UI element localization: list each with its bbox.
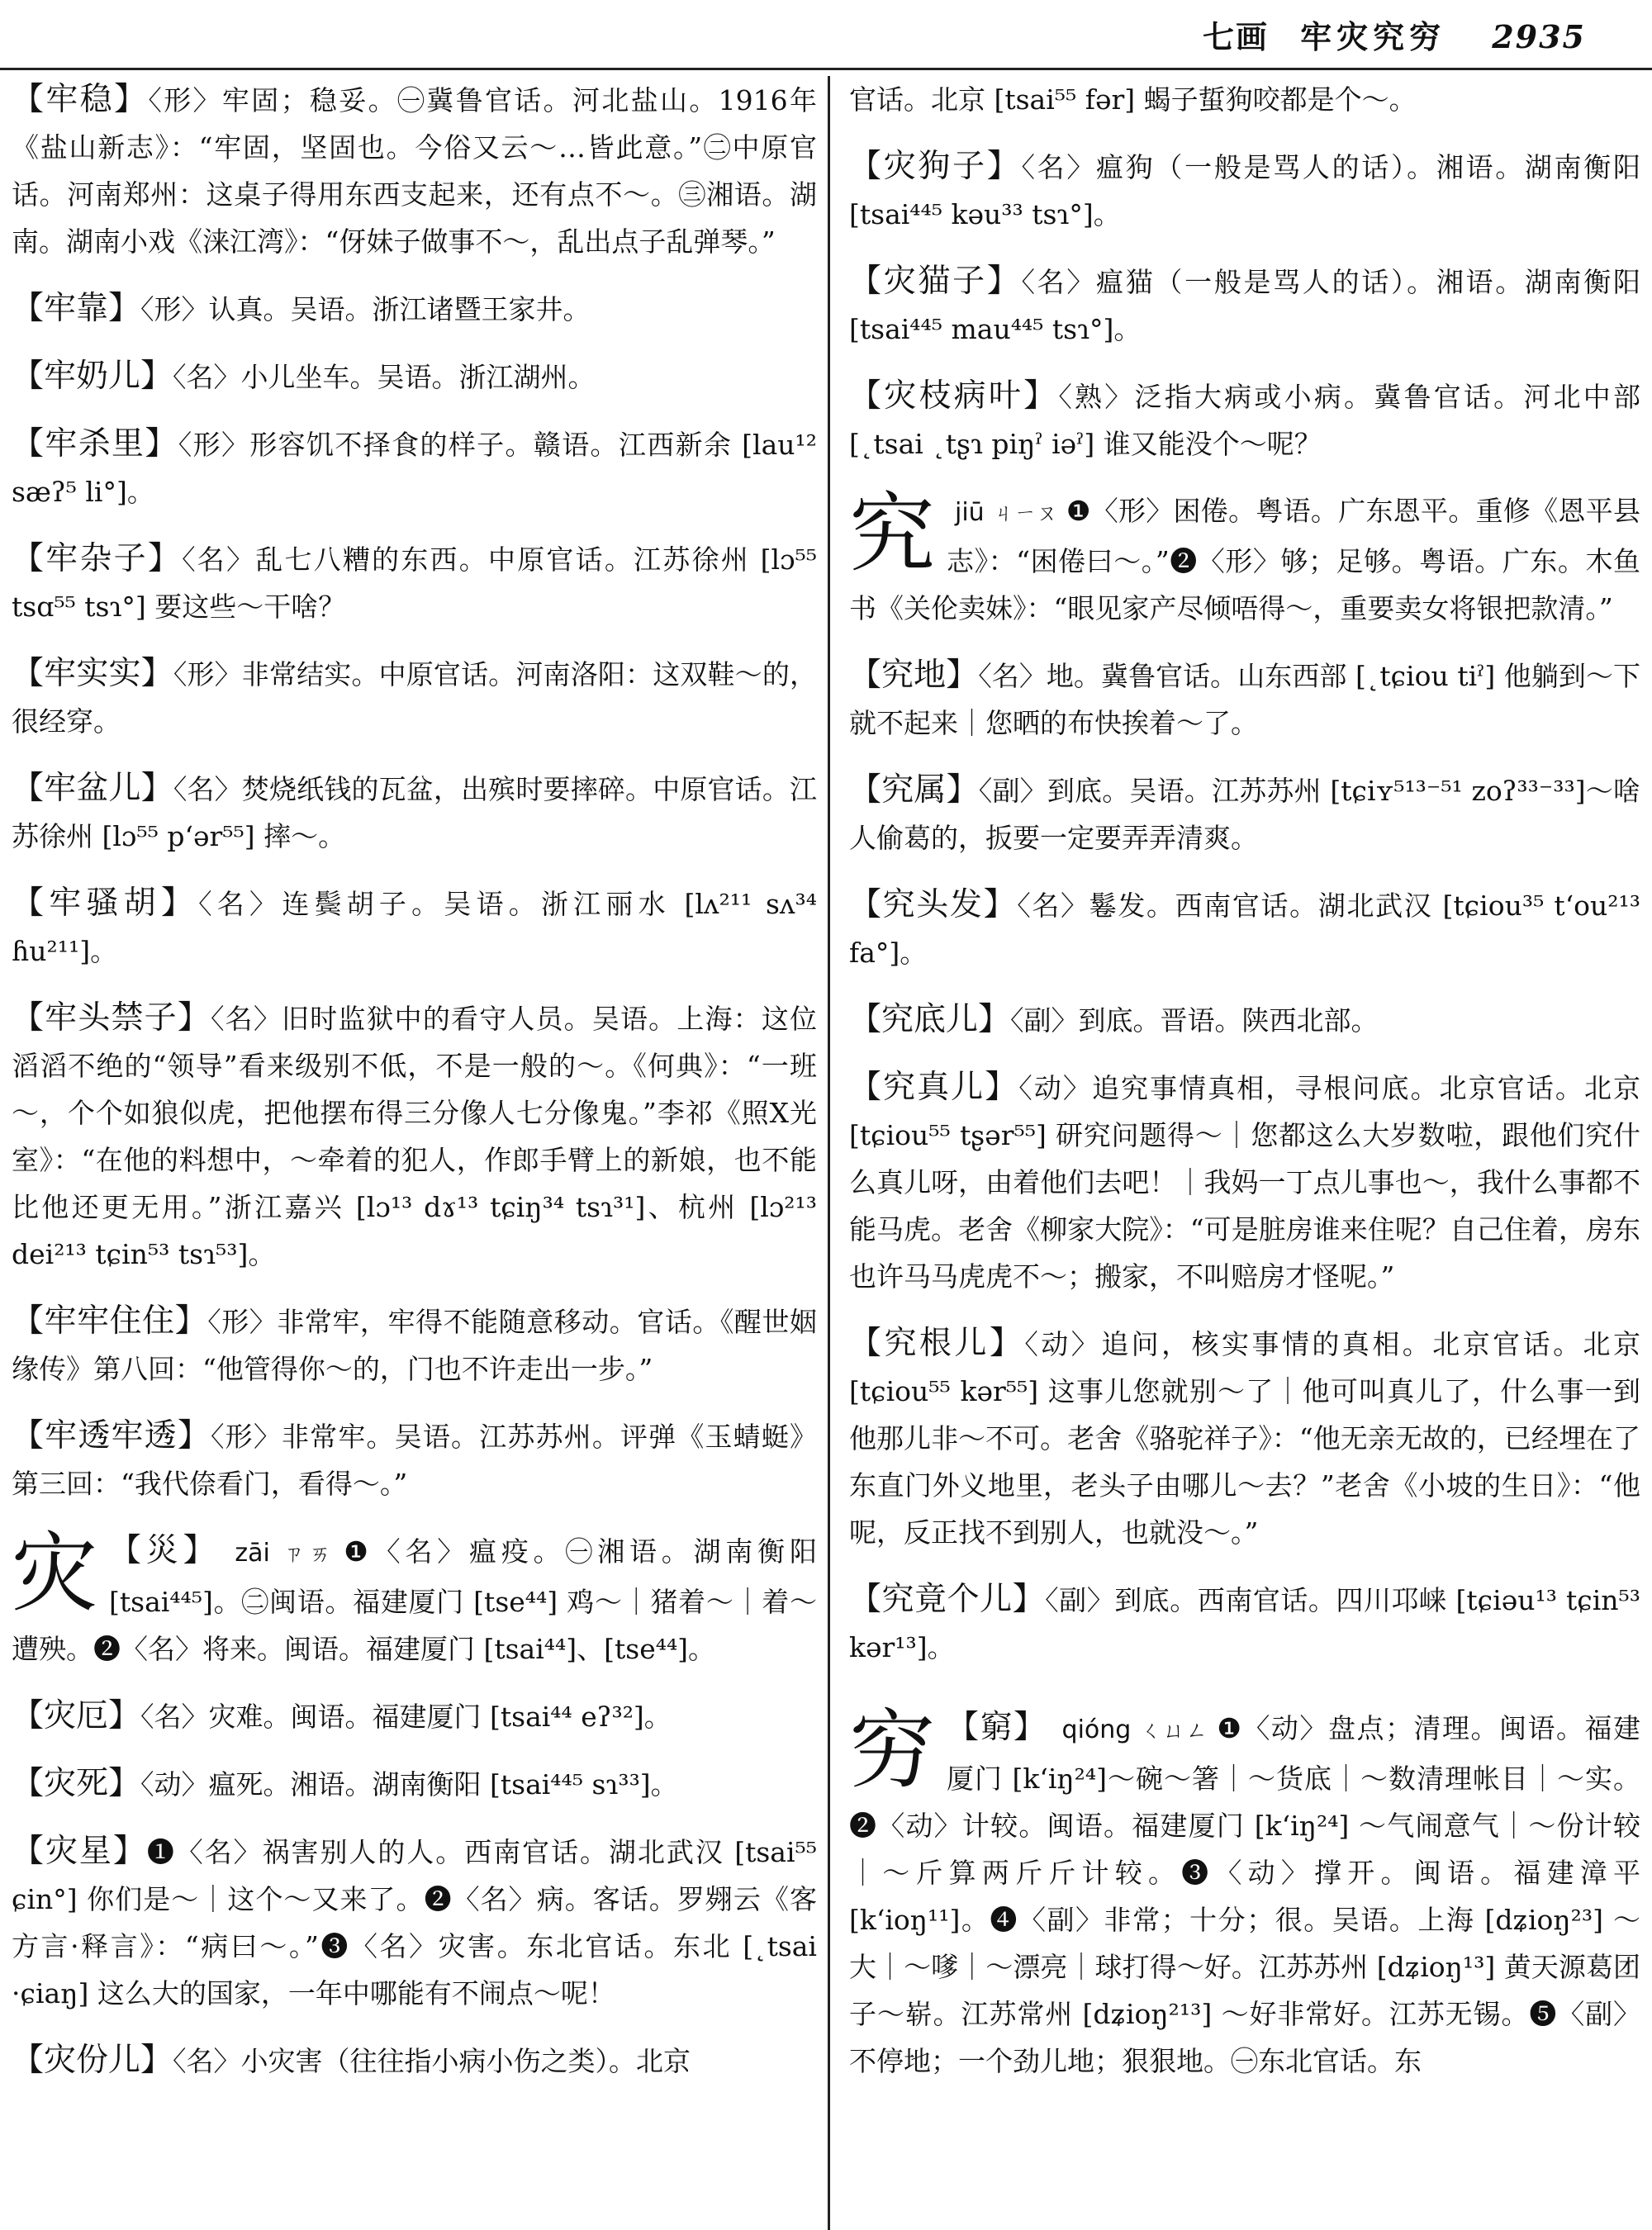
main-character: 究 [849, 483, 936, 584]
headword: 【牢杀里】 [12, 425, 178, 463]
entry [12, 765, 817, 860]
definition: 瘟狗（一般是骂人的话）。湘语。湖南衡阳 [tsai⁴⁴⁵ kəu³³ tsɿ°]。 [849, 151, 1640, 230]
headword: 【牢奶儿】 [12, 358, 173, 395]
definition: 焚烧纸钱的瓦盆，出殡时要摔碎。中原官话。江苏徐州 [lɔ⁵⁵ p‘ər⁵⁵] 摔～。 [12, 773, 817, 852]
part-of-speech: 〈副〉 [978, 775, 1047, 807]
entry [849, 652, 1640, 747]
entry [12, 285, 817, 333]
headword: 【究竟个儿】 [849, 1581, 1046, 1618]
headword: 【牢透牢透】 [12, 1417, 211, 1454]
part-of-speech: 〈形〉 [211, 1421, 282, 1453]
part-of-speech: 〈名〉 [173, 361, 241, 393]
headword: 【灾狗子】 [849, 148, 1022, 185]
part-of-speech: 〈副〉 [1045, 1584, 1115, 1616]
part-of-speech: 〈熟〉 [1058, 381, 1135, 413]
entry [12, 1412, 817, 1507]
definition: ❶〈动〉盘点；清理。闽语。福建厦门 [k‘iŋ²⁴]～碗～箸｜～货底｜～数清理帐目｜～实。❷〈动〉计较。闽语。福建厦门 [k‘iŋ²⁴] ～气闹意气｜～份计较｜～斤算两斤斤计较。❸〈动〉撑开。闽语。福建漳平 [k‘ioŋ¹¹]。❹〈副〉非常；十分；很。吴语。上海 [dʑioŋ²³] ～大｜～嗲｜～漂亮｜球打得～好。江苏苏州 [dʑioŋ¹³] 黄天源葛团子～崭。江苏常州 [dʑioŋ²¹³] ～好非常好。江苏无锡。❺〈副〉不停地；一个劲儿地；狠狠地。㊀东北官话。东 [849, 1712, 1640, 2077]
stroke-section: 七画 [1203, 18, 1270, 55]
part-of-speech: 〈名〉 [173, 773, 242, 805]
definition: 追问，核实事情的真相。北京官话。北京 [tɕiou⁵⁵ kər⁵⁵] 这事儿您就别～了｜他可叫真儿了，什么事一到他那儿非～不可。老舍《骆驼祥子》：“他无亲无故的，已经埋在了东直门外义地里，老头子由哪儿～去？”老舍《小坡的生日》：“他呢，反正找不到别人，也就没～。” [849, 1328, 1641, 1549]
definition: 到底。吴语。江苏苏州 [tɕiʏ⁵¹³⁻⁵¹ zoʔ³³⁻³³]～啥人偷葛的，扳要一定要弄弄清爽。 [849, 775, 1640, 854]
headword: 【灾枝病叶】 [849, 377, 1059, 415]
headword: 【究头发】 [849, 886, 1018, 923]
entry [12, 1760, 817, 1808]
part-of-speech: 〈名〉 [140, 1701, 209, 1733]
headword: 【牢杂子】 [12, 540, 183, 577]
definition: 鬈发。西南官话。湖北武汉 [tɕiou³⁵ t‘ou²¹³ fa°]。 [849, 890, 1640, 969]
definition: 到底。晋语。陕西北部。 [1078, 1004, 1379, 1037]
entry [12, 650, 817, 745]
pinyin: jiū [955, 498, 985, 527]
traditional-form: 【災】 [109, 1532, 221, 1569]
definition: 瘟猫（一般是骂人的话）。湘语。湖南衡阳 [tsai⁴⁴⁵ mau⁴⁴⁵ tsɿ°]。 [849, 266, 1640, 345]
running-header [843, 12, 1586, 61]
definition: 小灾害（往往指小病小伤之类）。北京 [240, 2045, 691, 2077]
definition: 泛指大病或小病。冀鲁官话。河北中部 [˛tsai ˛tʂɿ piŋˀ iəˀ] 谁又能没个～呢？ [849, 381, 1641, 460]
definition: 旧时监狱中的看守人员。吴语。上海：这位滔滔不绝的“领导”看来级别不低，不是一般的～。《何典》：“一班～，个个如狼似虎，把他摆布得三分像人七分像鬼。”李祁《照X光室》：“在他的料想中，～牵着的犯人，作郎手臂上的新娘，也不能比他还更无用。”浙江嘉兴 [lɔ¹³ dɤ¹³ tɕiŋ³⁴ tsɿ³¹]、杭州 [lɔ²¹³ dei²¹³ tɕin⁵³ tsɿ⁵³]。 [12, 1003, 817, 1270]
headword: 【究真儿】 [849, 1069, 1019, 1106]
header-rule [0, 68, 1652, 70]
part-of-speech: 〈动〉 [1024, 1328, 1102, 1360]
part-of-speech: 〈形〉 [148, 84, 222, 116]
definition: 地。冀鲁官话。山东西部 [˛tɕiou tiˀ] 他躺到～下就不起来｜您晒的布快挨着～了。 [849, 660, 1640, 739]
entry [849, 1320, 1640, 1556]
part-of-speech: 〈副〉 [1010, 1004, 1079, 1037]
entry [12, 535, 817, 630]
part-of-speech: 〈名〉 [1017, 890, 1089, 922]
character-entry [849, 483, 1640, 632]
part-of-speech: 〈名〉 [978, 660, 1047, 692]
zhuyin: ㄐㄧㄡ [992, 501, 1058, 526]
page-number: 2935 [1492, 18, 1586, 55]
pinyin: qióng [1061, 1715, 1132, 1744]
headword: 【灾死】 [12, 1765, 141, 1802]
headword: 【究根儿】 [849, 1325, 1025, 1362]
definition: ❶〈名〉祸害别人的人。西南官话。湖北武汉 [tsai⁵⁵ ɕin°] 你们是～｜这个～又来了。❷〈名〉病。客话。罗翙云《客方言·释言》：“病曰～。”❸〈名〉灾害。东北官话。东北 [˛tsai ·ɕiaŋ] 这么大的国家，一年中哪能有不闹点～呢！ [12, 1836, 817, 2009]
definition: ❶〈名〉瘟疫。㊀湘语。湖南衡阳 [tsai⁴⁴⁵]。㊁闽语。福建厦门 [tse⁴⁴] 鸡～｜猪着～｜着～遭殃。❷〈名〉将来。闽语。福建厦门 [tsai⁴⁴]、[tse⁴⁴]。 [12, 1535, 817, 1665]
headword: 【灾猫子】 [849, 263, 1022, 300]
part-of-speech: 〈形〉 [140, 293, 209, 325]
entry [12, 76, 817, 265]
entry [849, 1064, 1640, 1300]
part-of-speech: 〈名〉 [198, 888, 282, 920]
zhuyin: ㄗㄞ [278, 1542, 336, 1567]
part-of-speech: 〈形〉 [173, 658, 242, 690]
definition: ❶〈形〉困倦。粤语。广东恩平。重修《恩平县志》：“困倦曰～。”❷〈形〉够；足够。粤语。广东。木鱼书《关伦卖妹》：“眼见家产尽倾唔得～，重要卖女将银把款清。” [849, 495, 1640, 624]
definition: 到底。西南官话。四川邛崃 [tɕiəu¹³ tɕin⁵³ kər¹³]。 [849, 1584, 1640, 1663]
headword: 【牢盆儿】 [12, 770, 173, 807]
entry [12, 1828, 817, 2017]
right-column [849, 76, 1640, 2104]
main-character: 灾 [12, 1523, 98, 1624]
character-entry [12, 1523, 817, 1672]
zhuyin: ㄑㄩㄥ [1139, 1719, 1209, 1744]
entry [12, 1692, 817, 1740]
pinyin: zāi [235, 1539, 270, 1568]
entry [849, 1576, 1640, 1671]
continued-definition: 官话。北京 [tsai⁵⁵ fər] 蝎子蜇狗咬都是个～。 [849, 83, 1417, 116]
definition: 乱七八糟的东西。中原官话。江苏徐州 [lɔ⁵⁵ tsɑ⁵⁵ tsɿ°] 要这些～干啥？ [12, 543, 818, 623]
headword: 【牢牢住住】 [12, 1302, 208, 1340]
column-divider [828, 76, 830, 2230]
headword: 【牢靠】 [12, 290, 141, 327]
part-of-speech: 〈名〉 [1021, 266, 1097, 298]
entry [849, 766, 1640, 861]
main-character: 穷 [849, 1700, 936, 1801]
entry [849, 143, 1640, 238]
entry [12, 2037, 817, 2085]
definition: 灾难。闽语。福建厦门 [tsai⁴⁴ eʔ³²]。 [208, 1701, 672, 1733]
definition: 小儿坐车。吴语。浙江湖州。 [240, 361, 596, 393]
entry [12, 994, 817, 1278]
entry [849, 881, 1640, 976]
definition: 非常牢。吴语。江苏苏州。评弹《玉蜻蜓》第三回：“我代倷看门，看得～。” [12, 1421, 817, 1500]
entry [12, 880, 817, 975]
entry [12, 353, 817, 401]
headword: 【牢稳】 [12, 81, 149, 118]
headword: 【灾星】 [12, 1833, 147, 1870]
part-of-speech: 〈名〉 [211, 1003, 282, 1035]
definition: 牢固；稳妥。㊀冀鲁官话。河北盐山。1916年《盐山新志》：“牢固，坚固也。今俗又云～…皆此意。”㊁中原官话。河南郑州：这桌子得用东西支起来，还有点不～。㊂湘语。湖南。湖南小戏《涞江湾》：“伢妹子做事不～，乱出点子乱弹琴。” [12, 84, 818, 258]
left-column [12, 76, 817, 2104]
definition: 瘟死。湘语。湖南衡阳 [tsai⁴⁴⁵ sɿ³³]。 [208, 1768, 678, 1801]
headword: 【究属】 [849, 771, 979, 809]
header-characters: 牢灾究穷 [1300, 18, 1446, 55]
definition: 非常结实。中原官话。河南洛阳：这双鞋～的，很经穿。 [12, 658, 817, 738]
character-entry [849, 1700, 1640, 2085]
part-of-speech: 〈名〉 [182, 543, 256, 576]
headword: 【究地】 [849, 657, 979, 694]
entry [12, 420, 817, 515]
entry [849, 372, 1640, 467]
entry [849, 996, 1640, 1044]
headword: 【牢头禁子】 [12, 999, 211, 1037]
part-of-speech: 〈动〉 [140, 1768, 209, 1801]
headword: 【灾份儿】 [12, 2042, 173, 2079]
definition: 形容饥不择食的样子。赣语。江西新余 [lau¹² sæʔ⁵ li°]。 [12, 429, 817, 508]
entry [12, 1298, 817, 1393]
definition: 认真。吴语。浙江诸暨王家井。 [208, 293, 591, 325]
part-of-speech: 〈形〉 [178, 429, 250, 461]
headword: 【牢骚胡】 [12, 885, 199, 922]
part-of-speech: 〈名〉 [173, 2045, 241, 2077]
part-of-speech: 〈名〉 [1021, 151, 1097, 183]
definition: 连鬓胡子。吴语。浙江丽水 [lʌ²¹¹ sʌ³⁴ ɦu²¹¹]。 [12, 888, 818, 967]
entry [849, 258, 1640, 353]
headword: 【究底儿】 [849, 1001, 1011, 1038]
definition: 追究事情真相，寻根问底。北京官话。北京 [tɕiou⁵⁵ tʂər⁵⁵] 研究问题得～｜您都这么大岁数啦，跟他们究什么真儿呀，由着他们去吧！｜我妈一丁点儿事也～，我什么事都不能马虎。老舍《柳家大院》：“可是脏房谁来住呢？自己住着，房东也许马马虎虎不～；搬家，不叫赔房才怪呢。” [849, 1072, 1640, 1293]
headword: 【牢实实】 [12, 655, 173, 692]
headword: 【灾厄】 [12, 1697, 141, 1734]
traditional-form: 【窮】 [947, 1709, 1047, 1746]
definition: 非常牢，牢得不能随意移动。官话。《醒世姻缘传》第八回：“他管得你～的，门也不许走出一步。” [12, 1306, 817, 1385]
part-of-speech: 〈形〉 [207, 1306, 278, 1338]
part-of-speech: 〈动〉 [1018, 1072, 1092, 1104]
